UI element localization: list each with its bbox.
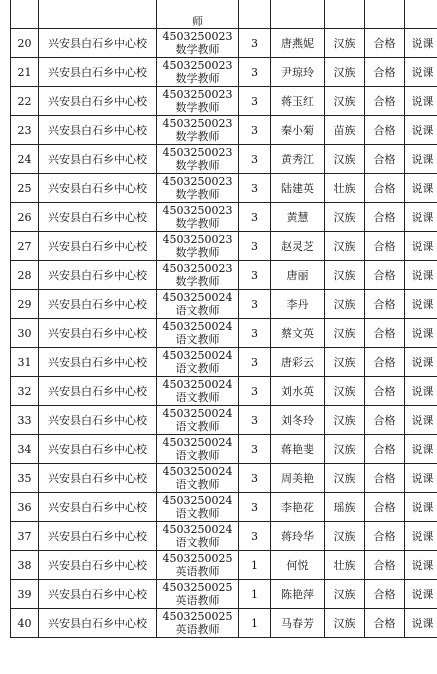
cell-school: 兴安县白石乡中心校 [39, 174, 157, 203]
cell-post [157, 87, 239, 116]
cell-school: 兴安县白石乡中心校 [39, 406, 157, 435]
post-code: 4503250023 [162, 204, 233, 217]
cell-school: 兴安县白石乡中心校 [39, 609, 157, 638]
cell-name: 陆建英 [271, 174, 325, 203]
post-code: 4503250023 [162, 117, 233, 130]
cell-post [157, 580, 239, 609]
cell-result: 合格 [365, 522, 405, 551]
cell-school: 兴安县白石乡中心校 [39, 348, 157, 377]
cell-result: 合格 [365, 406, 405, 435]
cell-ethnicity: 壮族 [325, 174, 365, 203]
cell-post [157, 29, 239, 58]
post-name: 语文教师 [175, 304, 220, 317]
cell-count: 1 [239, 609, 271, 638]
cell-ethnicity: 汉族 [325, 319, 365, 348]
table-row [11, 58, 437, 87]
cell-count: 3 [239, 348, 271, 377]
cell-count: 3 [239, 493, 271, 522]
cell-name: 蔡文英 [271, 319, 325, 348]
cell-post [157, 174, 239, 203]
cell-number: 37 [11, 522, 39, 551]
cell-mode: 说课 [405, 58, 437, 87]
post-code: 4503250024 [162, 465, 233, 478]
cell-ethnicity: 汉族 [325, 580, 365, 609]
cell-mode: 说课 [405, 493, 437, 522]
cell-count: 3 [239, 319, 271, 348]
post-name: 语文教师 [175, 449, 220, 462]
cell-name: 周美艳 [271, 464, 325, 493]
cell-result: 合格 [365, 319, 405, 348]
cell-school: 兴安县白石乡中心校 [39, 203, 157, 232]
cell-school: 兴安县白石乡中心校 [39, 58, 157, 87]
post-name: 语文教师 [175, 536, 220, 549]
cell-ethnicity: 汉族 [325, 290, 365, 319]
cell-name: 刘水英 [271, 377, 325, 406]
cell-post [157, 435, 239, 464]
table-row [11, 580, 437, 609]
cell-post [157, 203, 239, 232]
cell-post [157, 145, 239, 174]
cell-ethnicity: 汉族 [325, 406, 365, 435]
cell-name: 尹琼玲 [271, 58, 325, 87]
cell-school: 兴安县白石乡中心校 [39, 493, 157, 522]
cell-ethnicity: 汉族 [325, 232, 365, 261]
cell-number: 27 [11, 232, 39, 261]
cell-count: 3 [239, 406, 271, 435]
cell-ethnicity: 汉族 [325, 435, 365, 464]
cell-mode: 说课 [405, 348, 437, 377]
cell-count: 3 [239, 87, 271, 116]
cell-number: 34 [11, 435, 39, 464]
cell-post [157, 464, 239, 493]
post-code: 4503250023 [162, 146, 233, 159]
cell-result: 合格 [365, 203, 405, 232]
post-code: 4503250025 [162, 610, 233, 623]
cell-ethnicity: 瑶族 [325, 493, 365, 522]
cell-post [157, 261, 239, 290]
cell-school: 兴安县白石乡中心校 [39, 464, 157, 493]
post-code: 4503250024 [162, 523, 233, 536]
table-row [11, 551, 437, 580]
cell-post [157, 116, 239, 145]
cell-name: 赵灵芝 [271, 232, 325, 261]
cell-mode: 说课 [405, 290, 437, 319]
cell-number: 38 [11, 551, 39, 580]
cell-mode: 说课 [405, 435, 437, 464]
post-code: 4503250025 [162, 552, 233, 565]
cell-number: 32 [11, 377, 39, 406]
cell-name: 蒋玲华 [271, 522, 325, 551]
cell-post [157, 551, 239, 580]
cell-name: 唐彩云 [271, 348, 325, 377]
cell-number: 28 [11, 261, 39, 290]
cell-ethnicity: 汉族 [325, 58, 365, 87]
cell-number: 40 [11, 609, 39, 638]
post-code: 4503250024 [162, 407, 233, 420]
post-code: 4503250024 [162, 320, 233, 333]
table-row [11, 29, 437, 58]
post-code: 4503250023 [162, 262, 233, 275]
post-code: 4503250024 [162, 349, 233, 362]
table-row [11, 290, 437, 319]
cell-count: 3 [239, 435, 271, 464]
cell-name: 马春芳 [271, 609, 325, 638]
table-row [11, 319, 437, 348]
cell-count: 3 [239, 377, 271, 406]
post-name: 数学教师 [175, 159, 220, 172]
cell-name: 黄秀江 [271, 145, 325, 174]
cell-school: 兴安县白石乡中心校 [39, 87, 157, 116]
cell-result: 合格 [365, 29, 405, 58]
table-row [11, 348, 437, 377]
table-row [11, 116, 437, 145]
cell-number: 23 [11, 116, 39, 145]
cell-count: 3 [239, 174, 271, 203]
post-code: 4503250024 [162, 378, 233, 391]
cell-count: 3 [239, 232, 271, 261]
post-code: 4503250023 [162, 175, 233, 188]
cell-result: 合格 [365, 58, 405, 87]
cell-number: 33 [11, 406, 39, 435]
cell-name: 唐丽 [271, 261, 325, 290]
cell-result: 合格 [365, 290, 405, 319]
cell-result: 合格 [365, 348, 405, 377]
cell-ethnicity [325, 0, 365, 29]
cell-number: 20 [11, 29, 39, 58]
cell-result [365, 0, 405, 29]
cell-post [157, 522, 239, 551]
cell-mode: 说课 [405, 377, 437, 406]
cell-number: 35 [11, 464, 39, 493]
cell-count: 3 [239, 522, 271, 551]
table-row [11, 145, 437, 174]
cell-count: 3 [239, 145, 271, 174]
cell-ethnicity: 汉族 [325, 29, 365, 58]
cell-ethnicity: 汉族 [325, 464, 365, 493]
cell-name: 蒋玉红 [271, 87, 325, 116]
post-code: 4503250025 [162, 581, 233, 594]
cell-count: 3 [239, 290, 271, 319]
cell-post [157, 290, 239, 319]
post-name: 语文教师 [175, 333, 220, 346]
cell-mode: 说课 [405, 580, 437, 609]
post-name: 英语教师 [175, 594, 220, 607]
cell-result: 合格 [365, 145, 405, 174]
table-row [11, 261, 437, 290]
cell-number: 30 [11, 319, 39, 348]
cell-name [271, 0, 325, 29]
cell-result: 合格 [365, 551, 405, 580]
cell-name: 黄慧 [271, 203, 325, 232]
post-name: 英语教师 [175, 565, 220, 578]
table-row [11, 609, 437, 638]
cell-school: 兴安县白石乡中心校 [39, 261, 157, 290]
cell-post [157, 58, 239, 87]
cell-ethnicity: 汉族 [325, 261, 365, 290]
cell-mode: 说课 [405, 174, 437, 203]
post-name: 数学教师 [175, 188, 220, 201]
cell-mode: 说课 [405, 232, 437, 261]
cell-ethnicity: 壮族 [325, 551, 365, 580]
cell-school: 兴安县白石乡中心校 [39, 551, 157, 580]
post-name: 数学教师 [175, 43, 220, 56]
cell-school: 兴安县白石乡中心校 [39, 580, 157, 609]
cell-ethnicity: 苗族 [325, 116, 365, 145]
cell-name: 刘冬玲 [271, 406, 325, 435]
cell-number [11, 0, 39, 29]
table-row [11, 493, 437, 522]
cell-count: 3 [239, 203, 271, 232]
cell-mode: 说课 [405, 551, 437, 580]
table-row [11, 87, 437, 116]
cell-mode: 说课 [405, 261, 437, 290]
post-code: 4503250023 [162, 59, 233, 72]
post-name: 语文教师 [175, 507, 220, 520]
cell-number: 39 [11, 580, 39, 609]
table-row [11, 464, 437, 493]
cell-mode: 说课 [405, 203, 437, 232]
cell-result: 合格 [365, 580, 405, 609]
cell-number: 25 [11, 174, 39, 203]
post-code: 4503250023 [162, 30, 233, 43]
cell-name: 何悦 [271, 551, 325, 580]
cell-mode: 说课 [405, 609, 437, 638]
cell-name: 李艳花 [271, 493, 325, 522]
cell-school: 兴安县白石乡中心校 [39, 290, 157, 319]
cell-result: 合格 [365, 377, 405, 406]
cell-result: 合格 [365, 232, 405, 261]
cell-school: 兴安县白石乡中心校 [39, 29, 157, 58]
cell-name: 秦小菊 [271, 116, 325, 145]
cell-result: 合格 [365, 261, 405, 290]
table-row-continued [11, 0, 437, 29]
cell-school: 兴安县白石乡中心校 [39, 377, 157, 406]
cell-post [157, 319, 239, 348]
cell-school: 兴安县白石乡中心校 [39, 145, 157, 174]
cell-ethnicity: 汉族 [325, 203, 365, 232]
post-code: 4503250024 [162, 494, 233, 507]
cell-mode: 说课 [405, 406, 437, 435]
cell-ethnicity: 汉族 [325, 522, 365, 551]
cell-count: 1 [239, 551, 271, 580]
cell-mode: 说课 [405, 464, 437, 493]
post-name: 数学教师 [175, 101, 220, 114]
cell-number: 36 [11, 493, 39, 522]
cell-result: 合格 [365, 464, 405, 493]
cell-count: 3 [239, 58, 271, 87]
table-row [11, 174, 437, 203]
cell-name: 蒋艳斐 [271, 435, 325, 464]
cell-count: 3 [239, 261, 271, 290]
cell-mode: 说课 [405, 29, 437, 58]
cell-result: 合格 [365, 116, 405, 145]
cell-count: 1 [239, 580, 271, 609]
cell-mode: 说课 [405, 522, 437, 551]
candidate-table-body [11, 0, 437, 638]
cell-ethnicity: 汉族 [325, 377, 365, 406]
cell-result: 合格 [365, 174, 405, 203]
cell-school: 兴安县白石乡中心校 [39, 522, 157, 551]
cell-name: 唐燕妮 [271, 29, 325, 58]
cell-result: 合格 [365, 87, 405, 116]
cell-post [157, 406, 239, 435]
cell-number: 31 [11, 348, 39, 377]
post-name: 数学教师 [175, 275, 220, 288]
cell-post [157, 609, 239, 638]
cell-number: 22 [11, 87, 39, 116]
cell-mode: 说课 [405, 319, 437, 348]
table-row [11, 232, 437, 261]
post-name: 数学教师 [175, 217, 220, 230]
cell-mode: 说课 [405, 145, 437, 174]
candidate-table [10, 0, 437, 638]
post-name: 数学教师 [175, 72, 220, 85]
cell-post [157, 377, 239, 406]
cell-count: 3 [239, 116, 271, 145]
cell-mode [405, 0, 437, 29]
post-name: 语文教师 [175, 391, 220, 404]
cell-post [157, 348, 239, 377]
cell-school: 兴安县白石乡中心校 [39, 232, 157, 261]
cell-number: 24 [11, 145, 39, 174]
post-name: 数学教师 [175, 246, 220, 259]
cell-ethnicity: 汉族 [325, 145, 365, 174]
cell-result: 合格 [365, 609, 405, 638]
table-row [11, 203, 437, 232]
post-name: 语文教师 [175, 362, 220, 375]
cell-number: 29 [11, 290, 39, 319]
cell-post [157, 232, 239, 261]
cell-school: 兴安县白石乡中心校 [39, 435, 157, 464]
cell-school: 兴安县白石乡中心校 [39, 319, 157, 348]
post-code: 4503250024 [162, 291, 233, 304]
cell-count [239, 0, 271, 29]
cell-ethnicity: 汉族 [325, 87, 365, 116]
cell-school: 兴安县白石乡中心校 [39, 116, 157, 145]
cell-ethnicity: 汉族 [325, 609, 365, 638]
cell-post-fragment: 师 [157, 0, 239, 29]
cell-name: 李丹 [271, 290, 325, 319]
cell-school [39, 0, 157, 29]
cell-ethnicity: 汉族 [325, 348, 365, 377]
cell-count: 3 [239, 29, 271, 58]
cell-post [157, 493, 239, 522]
post-name: 语文教师 [175, 420, 220, 433]
post-name: 数学教师 [175, 130, 220, 143]
cell-result: 合格 [365, 493, 405, 522]
post-code: 4503250023 [162, 233, 233, 246]
cell-number: 21 [11, 58, 39, 87]
table-row [11, 435, 437, 464]
post-name: 英语教师 [175, 623, 220, 636]
cell-result: 合格 [365, 435, 405, 464]
cell-name: 陈艳萍 [271, 580, 325, 609]
table-row [11, 377, 437, 406]
post-name: 语文教师 [175, 478, 220, 491]
table-row [11, 522, 437, 551]
post-code: 4503250023 [162, 88, 233, 101]
cell-number: 26 [11, 203, 39, 232]
cell-mode: 说课 [405, 87, 437, 116]
cell-mode: 说课 [405, 116, 437, 145]
table-row [11, 406, 437, 435]
cell-count: 3 [239, 464, 271, 493]
post-code: 4503250024 [162, 436, 233, 449]
